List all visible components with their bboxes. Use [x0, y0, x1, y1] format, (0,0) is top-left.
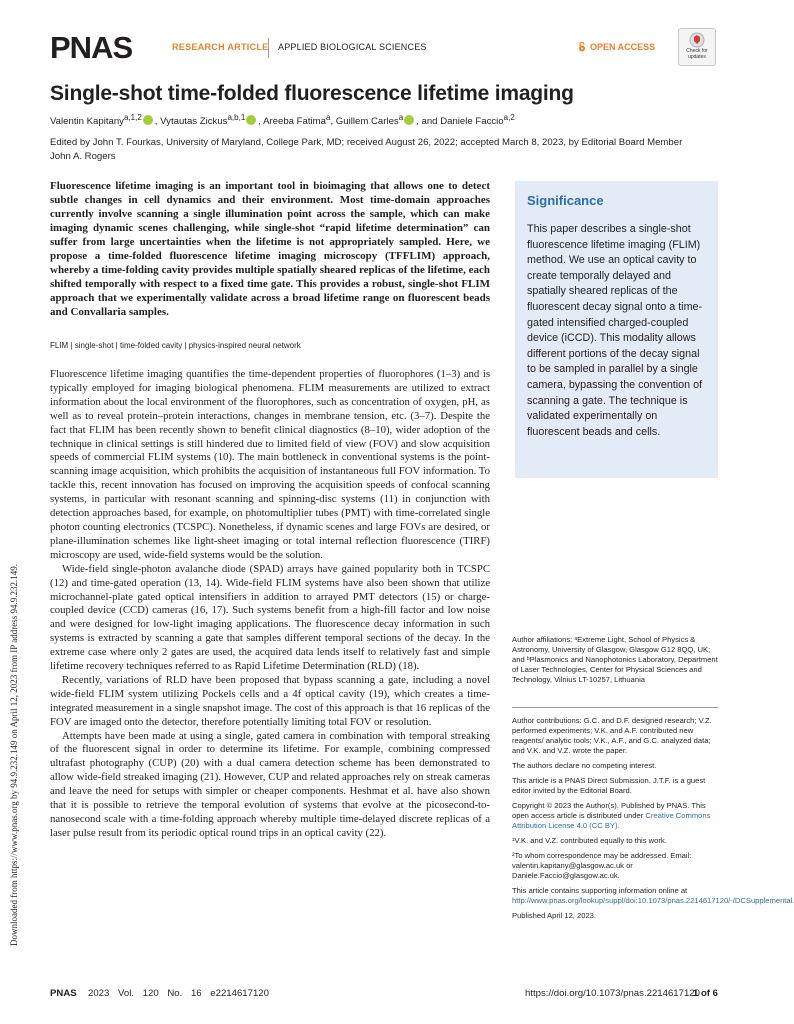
footer-page-number: 1 of 6	[692, 988, 718, 999]
edited-by-line: Edited by John T. Fourkas, University of Maryland, College Park, MD; received August 26, 2022; accepted March 8, 2023, by Editorial Board Member John A. Rogers	[50, 137, 683, 162]
author-affil-sup: a,b,1	[227, 113, 246, 122]
copyright-text: Copyright © 2023 the Author(s). Published by PNAS. This open access article is distributed under	[512, 801, 706, 820]
author-affil-sup: a,2	[503, 113, 515, 122]
submission-note: This article is a PNAS Direct Submission. J.T.F. is a guest editor invited by the Editorial Board.	[512, 776, 706, 795]
competing-interest: The authors declare no competing interest.	[512, 761, 657, 770]
article-type-label: RESEARCH ARTICLE	[172, 42, 269, 52]
footer-citation: 2023 Vol. 120 No. 16 e2214617120	[88, 988, 269, 999]
author-sep: ,	[258, 116, 264, 128]
footer-journal: PNAS	[50, 988, 77, 999]
abstract: Fluorescence lifetime imaging is an important tool in bioimaging that allows one to detect subtle changes in cell dynamics and their environment. Most time-domain approaches currently involve scanning a single illumination point across the sample, which can make imaging dynamic scenes challenging, while single-shot “rapid lifetime determination” can suffer from large uncertainties when the lifetime is not appropriately sampled. Here, we propose a time-folded fluorescence lifetime imaging microscopy (TFFLIM) approach, whereby a time-folding cavity provides multiple spatially sheared replicas of the lifetime, each shifted temporally with respect to a fixed time gate. This provides a robust, single-shot FLIM approach that we experimentally validate across a broad lifetime range on fluorescent beads and Convallaria samples.	[50, 180, 490, 318]
body-paragraph: Wide-field single-photon avalanche diode (SPAD) arrays have gained popularity both in TCSPC (12) and time-gated operation (13, 14). Wide-field FLIM systems have also been shown that utilize microchannel-plate gated optical intensifiers in addition to arrayed PMT detectors (15) or charge-coupled device (CCD) cameras (16, 17). Such systems benefit from a high-fill factor and low noise and were designed for low-light imaging applications. The fluorescence decay information in such systems is extracted by scanning a gate that samples different temporal sections of the decay. In the extreme case where only 2 gates are used, the acquired data lends itself to relatively fast and simple lifetime recovery techniques referred to as Rapid Lifetime Determination (RLD) (18).	[50, 562, 490, 673]
page-header	[50, 30, 718, 70]
header-divider	[268, 38, 269, 58]
author-name[interactable]: Guillem Carles	[335, 116, 399, 128]
article-title: Single-shot time-folded fluorescence lifetime imaging	[50, 82, 574, 105]
license-link[interactable]: Creative Commons Attribution License 4.0 (CC BY).	[512, 811, 711, 830]
open-access-badge[interactable]	[578, 42, 655, 52]
author-name[interactable]: Valentin Kapitany	[50, 116, 124, 128]
crossmark-icon	[689, 32, 705, 48]
section-label[interactable]: APPLIED BIOLOGICAL SCIENCES	[278, 42, 427, 52]
equal-contribution: ¹V.K. and V.Z. contributed equally to this work.	[512, 836, 667, 845]
supporting-info	[512, 886, 794, 906]
supporting-info-link[interactable]: http://www.pnas.org/lookup/suppl/doi:10.1073/pnas.2214617120/-/DCSupplemental.	[512, 896, 794, 905]
author-list	[50, 113, 718, 127]
body-paragraph: Fluorescence lifetime imaging quantifies the time-dependent properties of fluorophores (1–3) and is typically employed for imaging biological phenomena. FLIM measurements are utilized to extract information about the local environment of the fluorophores, such as concentration of oxygen, pH, as well as to reveal protein–protein interactions, changes in membrane tension, etc. (3–7). Despite the fact that FLIM has been recently shown to benefit clinical diagnostics (8–10), wider adoption of the technique in clinical settings is still hindered due to limited field of view (FOV) and slow acquisition speeds of commercial FLIM systems (10). The main bottleneck in conventional systems is the point-scanning image acquisition, which prohibits the acquisition of instantaneous full FOV information. To tackle this, recent innovation has focused on improving the acquisition speeds of confocal scanning systems, in particular with resonant scanning and spinning-disc systems (11) in conjunction with detection approaches based, for example, on photomultiplier tubes (PMT) with time-correlated single photon counting electronics (TCSPC). Nonetheless, if dynamic scenes and large FOVs are desired, or plane-illumination schemes like light-sheet imaging or total internal reflection fluorescence (TIRF) microscopy are used, wide-field systems would be the solution.	[50, 368, 490, 561]
author-sep: , and	[416, 116, 441, 128]
check-for-updates-button[interactable]	[678, 28, 716, 66]
correspondence[interactable]: ²To whom correspondence may be addressed. Email: valentin.kapitany@glasgow.ac.uk or Daniele.Faccio@glasgow.ac.uk.	[512, 851, 692, 880]
author-name[interactable]: Daniele Faccio	[440, 116, 504, 128]
body-paragraph: Recently, variations of RLD have been proposed that bypass scanning a gate, including a novel wide-field FLIM system utilizing Pockels cells and a 4f optical cavity (19), which creates a time-integrated measurement in a single snapshot image. The cost of this approach is that 16 replicas of the FOV are imaged onto the detector, therefore potentially limiting total FOV or resolution.	[50, 673, 490, 728]
meta-divider	[512, 707, 718, 708]
orcid-icon[interactable]	[404, 115, 414, 125]
body-text	[50, 368, 490, 841]
significance-title: Significance	[527, 193, 604, 208]
check-updates-line2: updates	[688, 54, 706, 60]
check-updates-line1: Check for	[686, 48, 708, 54]
supporting-info-text: This article contains supporting information online at	[512, 886, 688, 895]
open-access-label: OPEN ACCESS	[590, 42, 656, 52]
author-contributions: Author contributions: G.C. and D.F. designed research; V.Z. performed experiments; V.K. and A.F. contributed new reagents/ analytic tools; V.K., A.F., and G.C. analyzed data; and V.K. and V.Z. wrote the paper.	[512, 716, 712, 755]
published-date: Published April 12, 2023.	[512, 911, 597, 920]
article-metadata	[512, 716, 794, 926]
significance-text: This paper describes a single-shot fluorescence lifetime imaging (FLIM) method. We use an optical cavity to create temporally delayed and spatially sheared replicas of the fluorescent decay signal onto a time-gated intensified charged-coupled device (iCCD). This modality allows different portions of the decay signal to be sampled in parallel by a single camera, bypassing the convention of scanning a gate. The technique is validated experimentally on fluorescent beads and cells.	[527, 223, 703, 438]
orcid-icon[interactable]	[246, 115, 256, 125]
significance-box	[515, 181, 718, 478]
pnas-logo[interactable]: PNAS	[50, 30, 133, 65]
author-affiliations: Author affiliations: ᵃExtreme Light, School of Physics & Astronomy, University of Glasgow, Glasgow G12 8QQ, UK; and ᵇPlasmonics and Nanophotonics Laboratory, Department of Laser Technologies, Center for Physical Sciences and Technology, Vilnius LT-10257, Lithuania	[512, 635, 718, 684]
author-affil-sup: a	[398, 113, 404, 122]
copyright-notice	[512, 801, 718, 831]
author-sep: ,	[330, 116, 336, 128]
orcid-icon[interactable]	[143, 115, 153, 125]
body-paragraph: Attempts have been made at using a single, gated camera in combination with temporal streaking of the fluorescent signal in order to determine its lifetime. For example, combining compressed ultrafast photography (CUP) (20) with a dual camera detection scheme has been demonstrated to allow wide-field streaked imaging (21). However, CUP and related approaches rely on streak cameras and leave the need for setups with simpler or cheaper components. Heshmat et al. have also shown that it is possible to retrieve the temporal evolution of systems that evolve at the picosecond-to-nanosecond scale with a time-folding approach whereby multiple time-delayed discrete replicas of a laser pulse result from its periodic optical round trips in an optical cavity (22).	[50, 729, 490, 839]
author-sep: ,	[154, 116, 161, 128]
open-lock-icon	[578, 42, 586, 52]
author-affil-sup: a,1,2	[123, 113, 142, 122]
page-footer	[50, 988, 718, 1002]
author-name[interactable]: Areeba Fatima	[263, 116, 326, 128]
download-watermark	[4, 520, 24, 990]
author-affil-sup: a	[326, 113, 331, 122]
footer-doi-link[interactable]: https://doi.org/10.1073/pnas.2214617120	[525, 988, 700, 999]
download-note: Downloaded from https://www.pnas.org by 94.9.232.149 on April 12, 2023 from IP address 94.9.232.149.	[9, 564, 19, 946]
author-name[interactable]: Vytautas Zickus	[160, 116, 228, 128]
keywords: FLIM | single-shot | time-folded cavity | physics-inspired neural network	[50, 341, 301, 350]
